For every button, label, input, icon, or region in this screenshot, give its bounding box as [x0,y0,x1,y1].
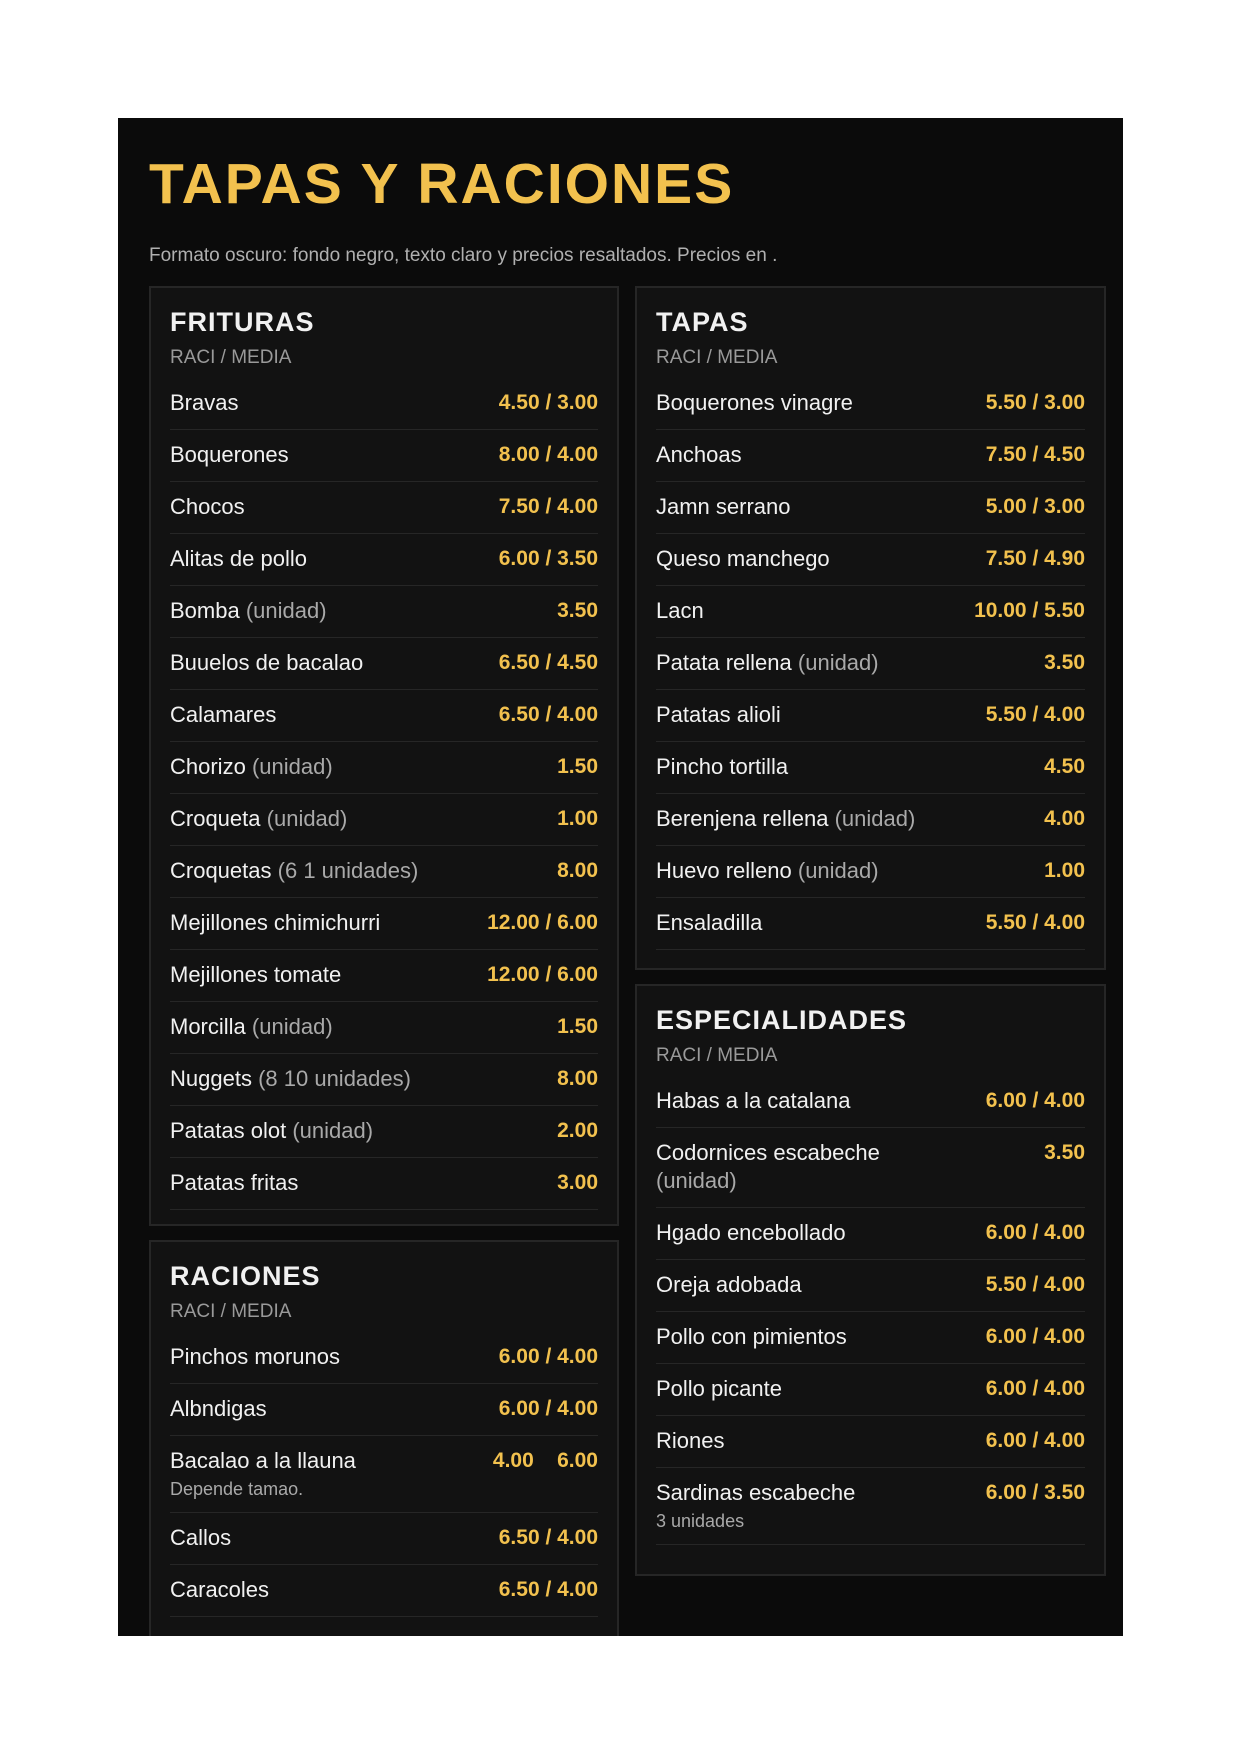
item-name: Boquerones vinagre [656,390,853,415]
item-name-line [656,1375,782,1403]
item-name-line [656,1479,855,1507]
item-name-block [656,1479,855,1532]
item-name: Callos [170,1525,232,1550]
item-name-block [656,493,791,521]
item-name-block [656,441,742,469]
item-name-line [170,961,341,989]
item-price: 6.00 / 4.00 [985,1089,1085,1112]
item-name: Buuelos de bacalao [170,650,364,675]
item-name-line [656,805,915,833]
item-name-line [656,389,853,417]
item-name-line [170,1065,411,1093]
item-name-block [656,649,879,677]
item-name: Bomba [170,598,240,623]
item-name-block [656,1375,782,1403]
menu-item [656,1076,1085,1128]
item-price: 8.00 [557,1067,598,1090]
item-name-block [170,597,327,625]
column-header: RACI / MEDIA [170,1301,292,1322]
page-title: TAPAS Y RACIONES [149,152,735,216]
item-name: Pinchos morunos [170,1344,340,1369]
item-name-block [170,1395,267,1423]
item-name-block [656,701,781,729]
item-name: Pollo con pimientos [656,1324,847,1349]
item-list [170,378,598,1210]
item-name-block [170,1013,333,1041]
item-name: Bacalao a la llauna [170,1448,356,1473]
section-title: ESPECIALIDADES [656,1005,908,1035]
item-price: 6.50 / 4.50 [498,651,598,674]
item-price: 1.50 [557,755,598,778]
item-name-line [656,597,704,625]
item-list [170,1332,598,1617]
menu-item [170,638,598,690]
menu-item [170,1332,598,1384]
item-name-block [170,493,245,521]
item-price: 3.50 [1044,651,1085,674]
item-name: Patatas alioli [656,702,781,727]
item-price: 7.50 / 4.00 [498,495,598,518]
item-list [656,378,1085,950]
item-name: Croquetas [170,858,272,883]
item-price: 5.50 / 4.00 [985,1273,1085,1296]
item-unit: (unidad) [797,858,879,883]
item-name-line [170,753,333,781]
item-name: Chorizo [170,754,246,779]
item-name-block [170,649,363,677]
item-name: Mejillones chimichurri [170,910,381,935]
item-name-block [170,441,289,469]
item-name: Queso manchego [656,546,830,571]
menu-item [170,1384,598,1436]
item-name-block [170,545,307,573]
menu-item [170,846,598,898]
item-unit: (6 1 unidades) [277,858,419,883]
item-name-block [656,857,879,885]
menu-item [656,1260,1085,1312]
section-title: TAPAS [656,307,749,337]
item-name-block [170,1169,298,1197]
menu-item [656,690,1085,742]
item-name: Habas a la catalana [656,1088,851,1113]
section-especialidades [635,984,1106,1576]
item-name-line [170,1447,356,1475]
item-price: 8.00 [557,859,598,882]
menu-item [656,430,1085,482]
menu-item [656,1468,1085,1545]
item-name: Codornices escabeche [656,1140,880,1165]
item-name: Hgado encebollado [656,1220,846,1245]
menu-item [656,586,1085,638]
item-price: 7.50 / 4.90 [985,547,1085,570]
item-name-block [656,389,853,417]
item-price: 6.00 / 3.50 [498,547,598,570]
menu-item [170,950,598,1002]
menu-item [656,1364,1085,1416]
item-price: 1.00 [1044,859,1085,882]
item-name-line [170,805,347,833]
item-name-block [170,857,418,885]
item-name-line [656,701,781,729]
column-header: RACI / MEDIA [656,1045,778,1066]
item-price: 4.00 6.00 [492,1449,598,1472]
item-name-line [170,1117,373,1145]
section-raciones [149,1240,619,1636]
item-price: 5.00 / 3.00 [985,495,1085,518]
item-name-line [170,597,327,625]
item-price: 3.50 [557,599,598,622]
item-name-line [656,649,879,677]
section-frituras [149,286,619,1226]
item-name: Boquerones [170,442,289,467]
item-name-block [656,1139,926,1195]
item-name: Albndigas [170,1396,267,1421]
menu-item [170,1565,598,1617]
column-header: RACI / MEDIA [656,347,778,368]
item-name: Huevo relleno [656,858,792,883]
item-name: Lacn [656,598,704,623]
item-name-line [170,441,289,469]
item-name: Morcilla [170,1014,246,1039]
item-price: 12.00 / 6.00 [487,911,598,934]
menu-item [170,1158,598,1210]
section-title: FRITURAS [170,307,315,337]
menu-item [170,482,598,534]
item-price: 6.50 / 4.00 [498,1578,598,1601]
item-price: 2.00 [557,1119,598,1142]
item-unit: (unidad) [656,1168,737,1193]
menu-item [170,1106,598,1158]
item-name: Ensaladilla [656,910,763,935]
item-name-block [170,805,347,833]
item-name: Nuggets [170,1066,252,1091]
item-price: 4.50 [1044,755,1085,778]
item-name: Alitas de pollo [170,546,307,571]
item-price: 4.00 [1044,807,1085,830]
item-price: 3.50 [1044,1141,1085,1164]
item-name-line [170,493,245,521]
item-name: Caracoles [170,1577,270,1602]
item-name: Oreja adobada [656,1272,802,1297]
item-price: 6.00 / 4.00 [985,1377,1085,1400]
menu-item [656,898,1085,950]
item-name-block [656,1087,850,1115]
item-name-block [656,1323,847,1351]
menu-item [170,1436,598,1513]
item-name-line [656,493,791,521]
item-price: 6.00 / 4.00 [498,1345,598,1368]
menu-item [656,534,1085,586]
item-name: Mejillones tomate [170,962,342,987]
item-price: 6.50 / 4.00 [498,1526,598,1549]
item-name-block [170,701,276,729]
item-price: 1.50 [557,1015,598,1038]
item-name: Pincho tortilla [656,754,789,779]
menu-item [170,1513,598,1565]
item-name: Sardinas escabeche [656,1480,856,1505]
item-name: Patata rellena [656,650,792,675]
item-price: 6.00 / 4.00 [985,1429,1085,1452]
menu-item [656,1416,1085,1468]
item-unit: (unidad) [834,806,916,831]
item-name-line [170,1013,333,1041]
menu-item [170,794,598,846]
item-unit: (unidad) [245,598,327,623]
item-name-line [656,857,879,885]
item-price: 8.00 / 4.00 [498,443,598,466]
item-name-block [170,1065,411,1093]
menu-item [656,742,1085,794]
item-name-line [656,753,788,781]
page-subtitle: Formato oscuro: fondo negro, texto claro y precios resaltados. Precios en . [149,245,778,266]
item-name: Anchoas [656,442,742,467]
menu-item [170,1054,598,1106]
menu-item [656,482,1085,534]
item-name-line [170,1395,267,1423]
menu-item [656,378,1085,430]
menu-item [170,430,598,482]
item-price: 1.00 [557,807,598,830]
item-name: Patatas olot [170,1118,287,1143]
item-name-block [170,909,380,937]
item-name-line [656,1427,724,1455]
item-name: Patatas fritas [170,1170,299,1195]
item-name-block [170,389,238,417]
item-name-line [656,909,762,937]
menu-item [656,1312,1085,1364]
item-price: 7.50 / 4.50 [985,443,1085,466]
item-unit: (unidad) [251,1014,333,1039]
item-price: 5.50 / 3.00 [985,391,1085,414]
item-price: 6.00 / 3.50 [985,1481,1085,1504]
item-price: 6.00 / 4.00 [985,1325,1085,1348]
menu-item [656,1128,1085,1208]
item-price: 4.50 / 3.00 [498,391,598,414]
item-name: Riones [656,1428,725,1453]
item-price: 3.00 [557,1171,598,1194]
menu-item [170,534,598,586]
item-name-block [656,1219,846,1247]
menu-item [170,690,598,742]
item-name-block [170,753,333,781]
item-name-block [656,1271,802,1299]
menu-sheet [118,118,1123,1636]
item-unit: (8 10 unidades) [258,1066,411,1091]
item-price: 5.50 / 4.00 [985,911,1085,934]
item-unit: (unidad) [251,754,333,779]
item-name-line [656,441,742,469]
item-name-line [656,545,830,573]
item-unit: (unidad) [797,650,879,675]
item-name-block [170,1447,356,1500]
item-name-line [170,701,276,729]
item-price: 12.00 / 6.00 [487,963,598,986]
section-title: RACIONES [170,1261,321,1291]
item-name-block [170,961,341,989]
item-name-block [170,1524,231,1552]
menu-item [656,638,1085,690]
column-header: RACI / MEDIA [170,347,292,368]
item-name-line [656,1087,850,1115]
section-tapas [635,286,1106,970]
menu-item [170,898,598,950]
item-name-block [656,805,915,833]
menu-item [170,586,598,638]
item-unit: (unidad) [292,1118,374,1143]
item-name-line [170,649,363,677]
item-name-block [170,1343,340,1371]
item-name: Berenjena rellena [656,806,829,831]
item-name-block [656,597,704,625]
menu-item [170,1002,598,1054]
item-name-line [170,389,238,417]
menu-item [170,378,598,430]
item-note: 3 unidades [656,1511,745,1531]
item-price: 5.50 / 4.00 [985,703,1085,726]
item-name-line [170,1343,340,1371]
item-name-block [170,1117,373,1145]
item-name-block [170,1576,269,1604]
item-name-line [656,1139,926,1195]
item-name: Calamares [170,702,277,727]
item-note: Depende tamao. [170,1479,304,1499]
item-name: Pollo picante [656,1376,782,1401]
item-name-line [170,1524,231,1552]
item-price: 10.00 / 5.50 [974,599,1085,622]
item-name: Jamn serrano [656,494,791,519]
item-name: Chocos [170,494,245,519]
item-name-line [656,1271,802,1299]
item-name-line [656,1219,846,1247]
item-price: 6.00 / 4.00 [498,1397,598,1420]
item-name-block [656,545,830,573]
item-name-block [656,909,762,937]
item-price: 6.50 / 4.00 [498,703,598,726]
item-name: Bravas [170,390,239,415]
item-name-line [170,1169,298,1197]
item-price: 6.00 / 4.00 [985,1221,1085,1244]
item-unit: (unidad) [266,806,348,831]
item-name-line [656,1323,847,1351]
menu-item [656,846,1085,898]
item-name: Croqueta [170,806,261,831]
item-list [656,1076,1085,1545]
item-name-line [170,1576,269,1604]
menu-item [656,794,1085,846]
item-name-line [170,909,380,937]
item-name-block [656,1427,724,1455]
item-name-line [170,857,418,885]
item-name-block [656,753,788,781]
item-name-line [170,545,307,573]
menu-item [656,1208,1085,1260]
menu-item [170,742,598,794]
